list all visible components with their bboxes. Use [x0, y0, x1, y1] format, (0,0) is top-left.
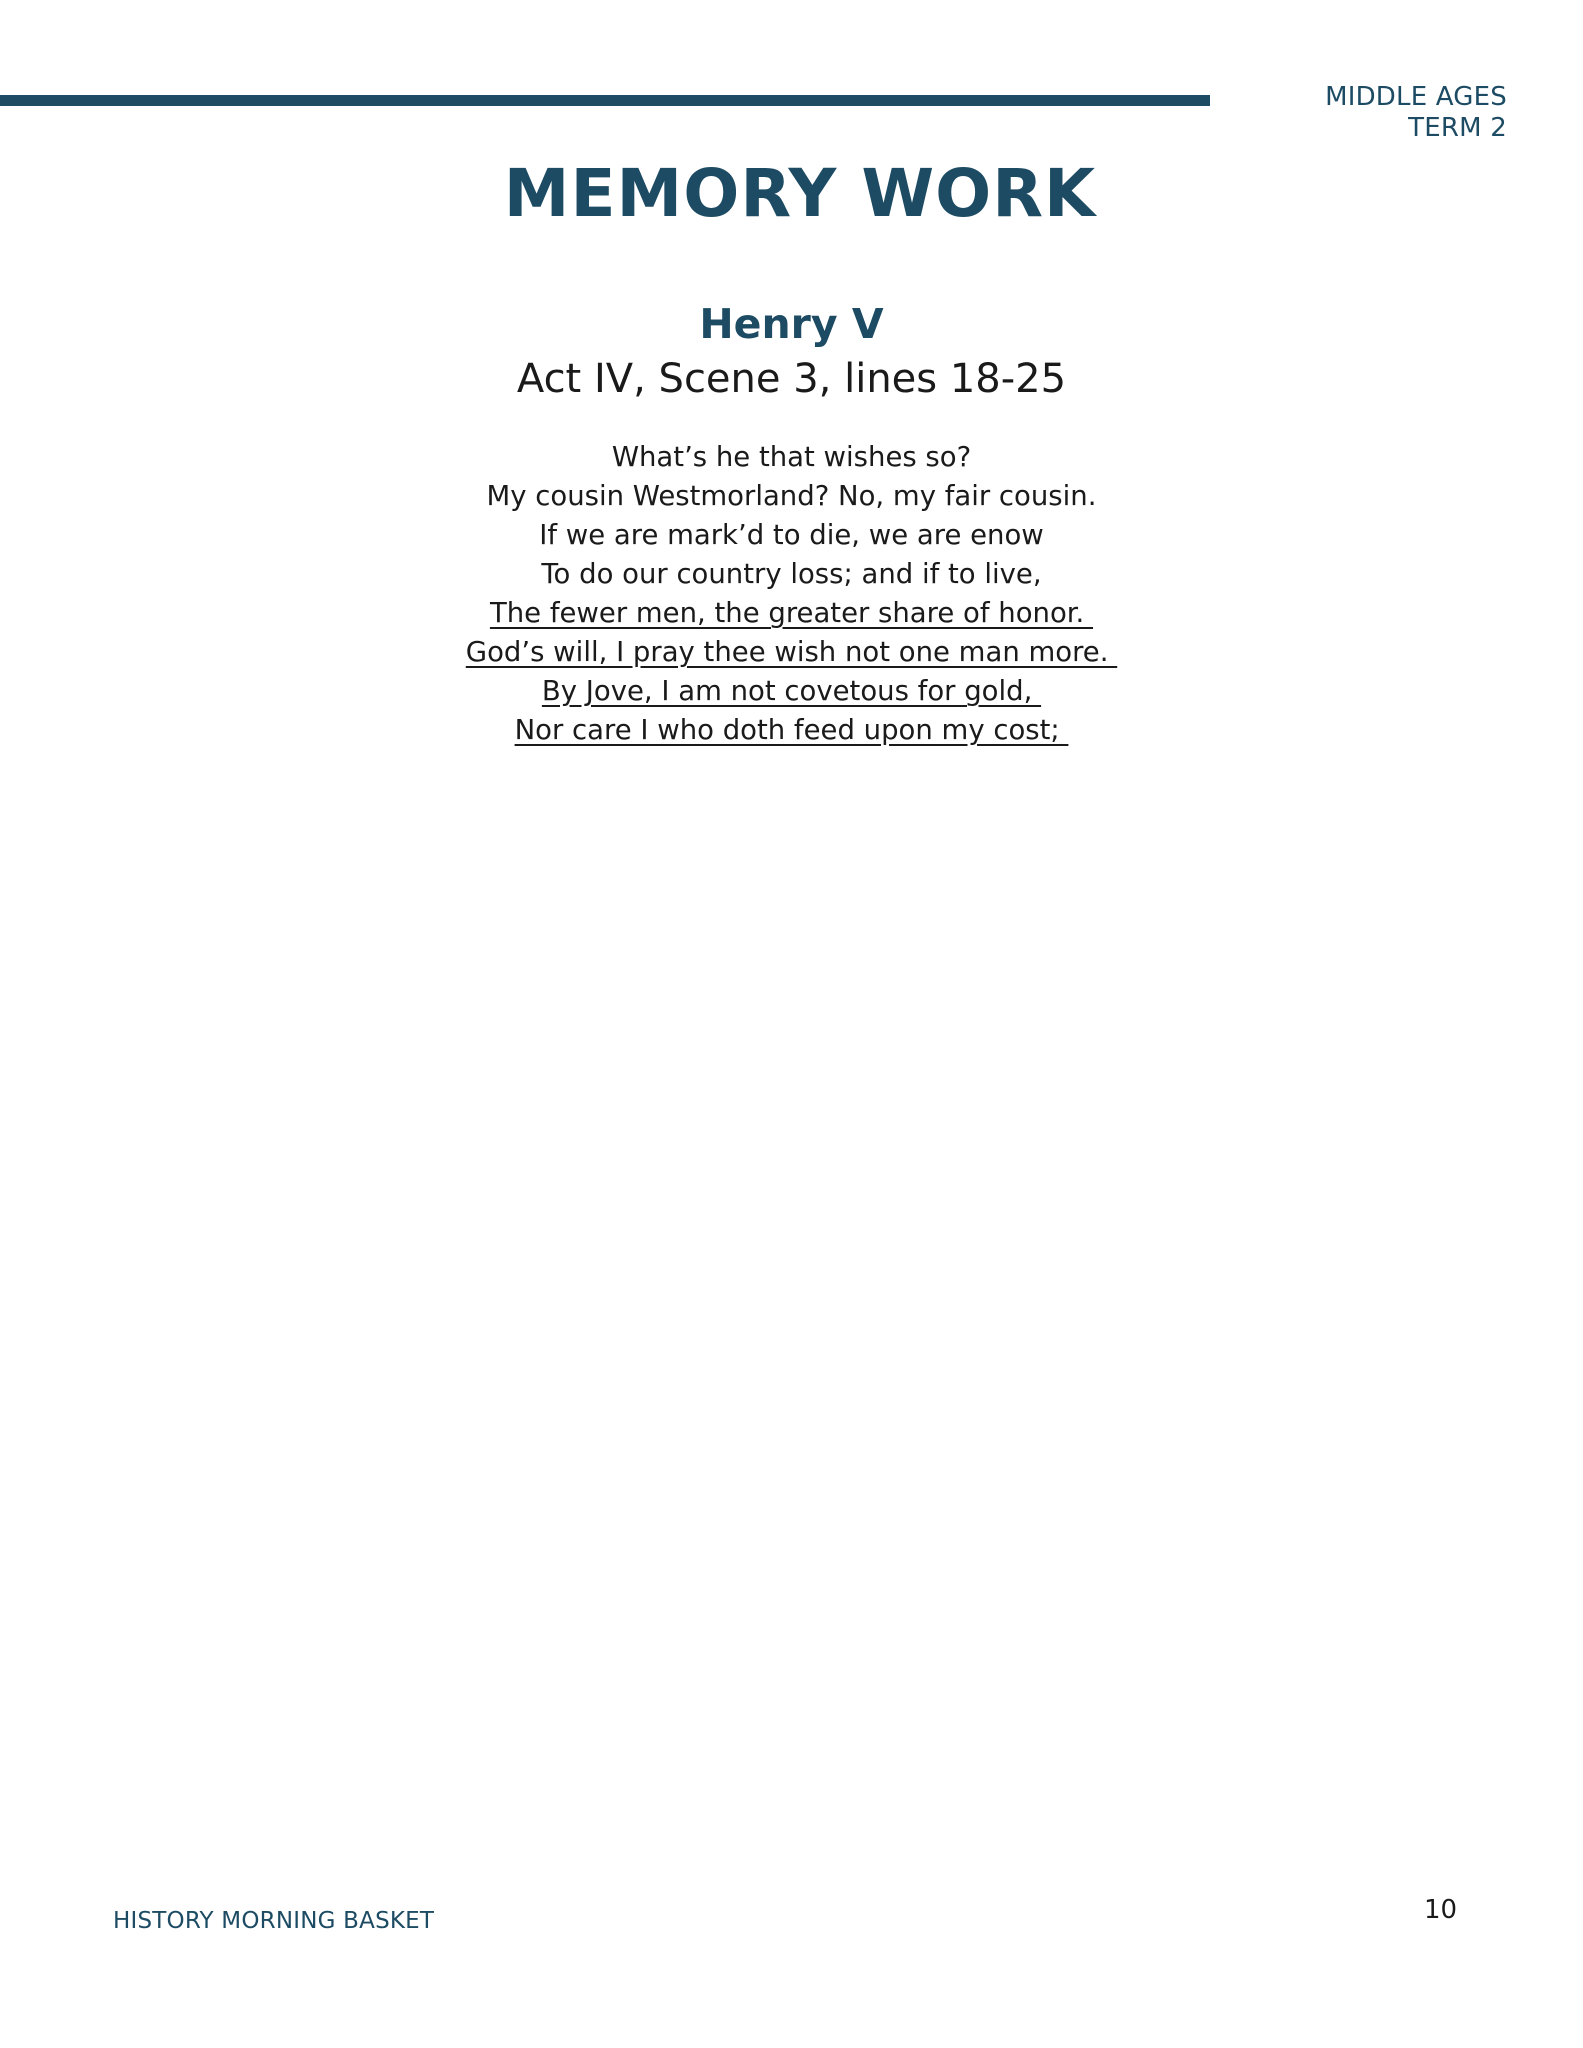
- poem-line: My cousin Westmorland? No, my fair cousin.: [486, 480, 1097, 512]
- header-period: MIDDLE AGES: [1325, 82, 1507, 112]
- poem-line: God’s will, I pray thee wish not one man more.: [465, 636, 1118, 668]
- header-term: TERM 2: [1408, 113, 1507, 143]
- poem: [0, 438, 1583, 750]
- header-meta: [1325, 82, 1507, 144]
- page-number: 10: [1424, 1895, 1458, 1925]
- poem-line: The fewer men, the greater share of honor.: [489, 597, 1094, 629]
- poem-line: Nor care I who doth feed upon my cost;: [514, 714, 1069, 746]
- footer-title: HISTORY MORNING BASKET: [113, 1908, 435, 1934]
- poem-line: To do our country loss; and if to live,: [541, 558, 1042, 590]
- page-title: MEMORY WORK: [503, 155, 1097, 232]
- poem-line: What’s he that wishes so?: [611, 441, 972, 473]
- poem-line: If we are mark’d to die, we are enow: [539, 519, 1044, 551]
- work-subtitle: Act IV, Scene 3, lines 18-25: [516, 356, 1067, 402]
- top-rule: [0, 95, 1210, 106]
- work-title: Henry V: [699, 300, 884, 348]
- poem-line: By Jove, I am not covetous for gold,: [541, 675, 1042, 707]
